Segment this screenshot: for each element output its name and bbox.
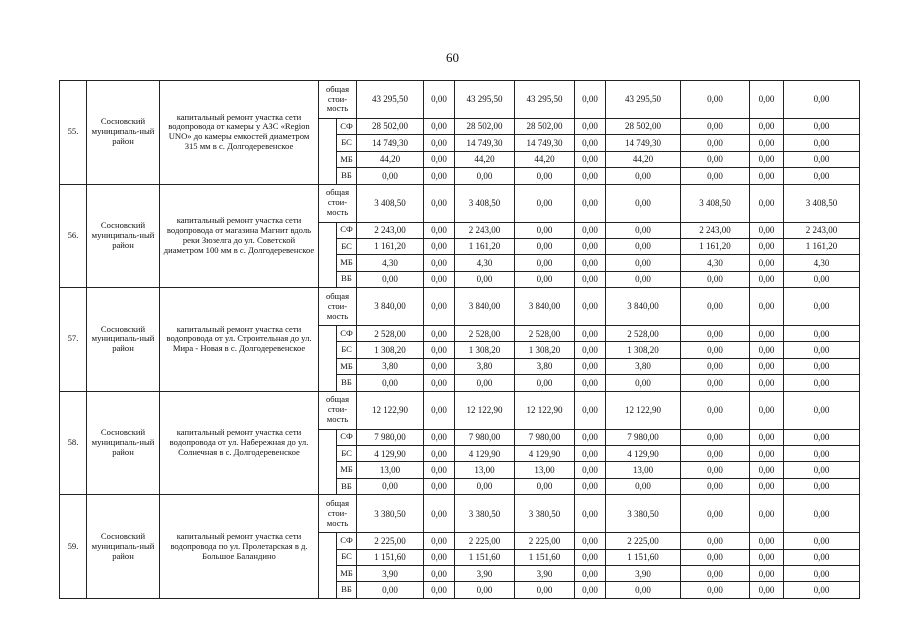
value-cell: 4,30	[357, 255, 424, 271]
value-cell: 0,00	[424, 326, 455, 342]
value-cell: 0,00	[575, 288, 606, 326]
value-cell: 13,00	[606, 462, 681, 478]
value-cell: 0,00	[357, 168, 424, 184]
value-cell: 0,00	[575, 533, 606, 549]
value-cell: 3,90	[357, 566, 424, 582]
included-label-cell	[319, 118, 337, 184]
value-cell: 0,00	[784, 533, 860, 549]
total-label: общая стои-мость	[319, 184, 357, 222]
value-cell: 0,00	[606, 271, 681, 287]
value-cell: 0,00	[515, 478, 575, 494]
value-cell: 3 408,50	[681, 184, 750, 222]
value-cell: 0,00	[575, 342, 606, 358]
value-cell: 0,00	[681, 118, 750, 134]
value-cell: 0,00	[750, 326, 784, 342]
value-cell: 3 380,50	[455, 495, 515, 533]
total-label: общая стои-мость	[319, 81, 357, 119]
value-cell: 0,00	[455, 271, 515, 287]
source-label: СФ	[337, 326, 357, 342]
source-label: МБ	[337, 255, 357, 271]
table-row	[60, 184, 860, 222]
value-cell: 0,00	[575, 462, 606, 478]
value-cell: 0,00	[750, 495, 784, 533]
value-cell: 0,00	[575, 549, 606, 565]
included-label-cell	[319, 533, 337, 599]
value-cell: 0,00	[750, 168, 784, 184]
value-cell: 0,00	[681, 168, 750, 184]
value-cell: 0,00	[784, 118, 860, 134]
value-cell: 0,00	[606, 238, 681, 254]
value-cell: 0,00	[606, 255, 681, 271]
source-label: МБ	[337, 566, 357, 582]
value-cell: 0,00	[515, 271, 575, 287]
value-cell: 28 502,00	[357, 118, 424, 134]
value-cell: 0,00	[750, 358, 784, 374]
value-cell: 0,00	[681, 326, 750, 342]
value-cell: 3 840,00	[515, 288, 575, 326]
value-cell: 44,20	[357, 151, 424, 167]
included-label-cell	[319, 429, 337, 495]
value-cell: 0,00	[750, 375, 784, 391]
value-cell: 0,00	[575, 429, 606, 445]
value-cell: 0,00	[750, 271, 784, 287]
source-label: МБ	[337, 358, 357, 374]
value-cell: 1 151,60	[515, 549, 575, 565]
value-cell: 0,00	[575, 391, 606, 429]
value-cell: 0,00	[357, 478, 424, 494]
value-cell: 0,00	[575, 478, 606, 494]
value-cell: 0,00	[681, 375, 750, 391]
value-cell: 0,00	[681, 446, 750, 462]
total-label: общая стои-мость	[319, 288, 357, 326]
value-cell: 7 980,00	[455, 429, 515, 445]
value-cell: 14 749,30	[455, 135, 515, 151]
value-cell: 4 129,90	[606, 446, 681, 462]
value-cell: 7 980,00	[606, 429, 681, 445]
value-cell: 0,00	[750, 446, 784, 462]
value-cell: 3 840,00	[455, 288, 515, 326]
value-cell: 2 243,00	[681, 222, 750, 238]
value-cell: 44,20	[455, 151, 515, 167]
source-label: БС	[337, 238, 357, 254]
value-cell: 0,00	[357, 271, 424, 287]
value-cell: 0,00	[784, 358, 860, 374]
value-cell: 0,00	[424, 429, 455, 445]
value-cell: 0,00	[515, 375, 575, 391]
value-cell: 3 408,50	[357, 184, 424, 222]
value-cell: 0,00	[784, 495, 860, 533]
value-cell: 0,00	[750, 184, 784, 222]
value-cell: 0,00	[681, 358, 750, 374]
value-cell: 1 161,20	[357, 238, 424, 254]
value-cell: 0,00	[750, 549, 784, 565]
value-cell: 0,00	[681, 566, 750, 582]
value-cell: 12 122,90	[455, 391, 515, 429]
value-cell: 4,30	[455, 255, 515, 271]
value-cell: 0,00	[750, 478, 784, 494]
value-cell: 2 528,00	[455, 326, 515, 342]
value-cell: 0,00	[784, 168, 860, 184]
value-cell: 7 980,00	[357, 429, 424, 445]
value-cell: 0,00	[424, 151, 455, 167]
value-cell: 0,00	[750, 429, 784, 445]
value-cell: 0,00	[784, 478, 860, 494]
value-cell: 43 295,50	[606, 81, 681, 119]
value-cell: 0,00	[784, 462, 860, 478]
value-cell: 0,00	[424, 549, 455, 565]
value-cell: 0,00	[750, 81, 784, 119]
value-cell: 3,80	[515, 358, 575, 374]
value-cell: 0,00	[575, 375, 606, 391]
value-cell: 0,00	[424, 566, 455, 582]
value-cell: 0,00	[681, 462, 750, 478]
value-cell: 0,00	[606, 582, 681, 599]
value-cell: 1 151,60	[357, 549, 424, 565]
value-cell: 3,80	[455, 358, 515, 374]
source-label: ВБ	[337, 375, 357, 391]
value-cell: 0,00	[357, 582, 424, 599]
value-cell: 0,00	[750, 462, 784, 478]
table-row	[60, 391, 860, 429]
value-cell: 0,00	[681, 391, 750, 429]
included-label-cell	[319, 326, 337, 392]
value-cell: 0,00	[424, 375, 455, 391]
value-cell: 0,00	[681, 151, 750, 167]
row-number: 56.	[60, 184, 87, 288]
table-body	[60, 81, 860, 599]
value-cell: 0,00	[750, 255, 784, 271]
source-label: ВБ	[337, 478, 357, 494]
value-cell: 2 243,00	[784, 222, 860, 238]
value-cell: 43 295,50	[515, 81, 575, 119]
value-cell: 3 408,50	[784, 184, 860, 222]
value-cell: 0,00	[575, 582, 606, 599]
value-cell: 0,00	[575, 566, 606, 582]
value-cell: 1 308,20	[515, 342, 575, 358]
value-cell: 0,00	[575, 255, 606, 271]
value-cell: 0,00	[455, 478, 515, 494]
row-number: 58.	[60, 391, 87, 495]
value-cell: 1 161,20	[455, 238, 515, 254]
value-cell: 14 749,30	[357, 135, 424, 151]
value-cell: 0,00	[750, 222, 784, 238]
source-label: СФ	[337, 429, 357, 445]
value-cell: 0,00	[575, 168, 606, 184]
value-cell: 0,00	[515, 582, 575, 599]
value-cell: 0,00	[455, 582, 515, 599]
value-cell: 0,00	[784, 391, 860, 429]
value-cell: 0,00	[575, 326, 606, 342]
value-cell: 0,00	[424, 358, 455, 374]
value-cell: 43 295,50	[357, 81, 424, 119]
value-cell: 0,00	[606, 222, 681, 238]
value-cell: 0,00	[575, 184, 606, 222]
value-cell: 3 380,50	[606, 495, 681, 533]
value-cell: 0,00	[784, 446, 860, 462]
value-cell: 0,00	[515, 184, 575, 222]
value-cell: 0,00	[424, 342, 455, 358]
value-cell: 43 295,50	[455, 81, 515, 119]
value-cell: 0,00	[515, 238, 575, 254]
value-cell: 1 308,20	[606, 342, 681, 358]
value-cell: 28 502,00	[515, 118, 575, 134]
value-cell: 0,00	[681, 478, 750, 494]
district-cell: Сосновский муниципаль-ный район	[87, 391, 160, 495]
value-cell: 2 528,00	[357, 326, 424, 342]
source-label: БС	[337, 446, 357, 462]
value-cell: 3 840,00	[357, 288, 424, 326]
value-cell: 0,00	[455, 168, 515, 184]
value-cell: 0,00	[606, 478, 681, 494]
description-cell: капитальный ремонт участка сети водопровода от магазина Магнит вдоль реки Зюзелга до ул. Советской диаметром 100 мм в с. Долгодеревенское	[160, 184, 319, 288]
value-cell: 2 225,00	[357, 533, 424, 549]
source-label: ВБ	[337, 271, 357, 287]
total-label: общая стои-мость	[319, 391, 357, 429]
district-cell: Сосновский муниципаль-ный район	[87, 288, 160, 392]
value-cell: 2 243,00	[357, 222, 424, 238]
value-cell: 3 840,00	[606, 288, 681, 326]
value-cell: 1 161,20	[784, 238, 860, 254]
value-cell: 1 151,60	[455, 549, 515, 565]
value-cell: 4 129,90	[455, 446, 515, 462]
value-cell: 44,20	[606, 151, 681, 167]
source-label: ВБ	[337, 168, 357, 184]
value-cell: 0,00	[575, 495, 606, 533]
value-cell: 0,00	[681, 533, 750, 549]
value-cell: 0,00	[784, 375, 860, 391]
value-cell: 0,00	[424, 81, 455, 119]
value-cell: 0,00	[424, 533, 455, 549]
value-cell: 0,00	[424, 462, 455, 478]
value-cell: 0,00	[424, 446, 455, 462]
value-cell: 0,00	[424, 168, 455, 184]
value-cell: 14 749,30	[606, 135, 681, 151]
row-number: 55.	[60, 81, 87, 185]
value-cell: 0,00	[606, 184, 681, 222]
value-cell: 0,00	[575, 151, 606, 167]
value-cell: 1 308,20	[357, 342, 424, 358]
value-cell: 2 243,00	[455, 222, 515, 238]
value-cell: 0,00	[575, 81, 606, 119]
value-cell: 0,00	[424, 478, 455, 494]
value-cell: 0,00	[424, 118, 455, 134]
value-cell: 0,00	[750, 135, 784, 151]
value-cell: 0,00	[575, 271, 606, 287]
value-cell: 12 122,90	[357, 391, 424, 429]
source-label: МБ	[337, 151, 357, 167]
value-cell: 3,80	[606, 358, 681, 374]
value-cell: 0,00	[424, 582, 455, 599]
source-label: БС	[337, 549, 357, 565]
source-label: МБ	[337, 462, 357, 478]
value-cell: 0,00	[784, 429, 860, 445]
value-cell: 0,00	[750, 288, 784, 326]
value-cell: 3 408,50	[455, 184, 515, 222]
value-cell: 0,00	[424, 271, 455, 287]
source-label: СФ	[337, 118, 357, 134]
value-cell: 0,00	[424, 238, 455, 254]
value-cell: 0,00	[575, 222, 606, 238]
value-cell: 0,00	[575, 118, 606, 134]
value-cell: 0,00	[681, 549, 750, 565]
value-cell: 1 151,60	[606, 549, 681, 565]
value-cell: 28 502,00	[606, 118, 681, 134]
value-cell: 13,00	[515, 462, 575, 478]
row-number: 59.	[60, 495, 87, 599]
total-label: общая стои-мость	[319, 495, 357, 533]
source-label: БС	[337, 342, 357, 358]
value-cell: 13,00	[357, 462, 424, 478]
value-cell: 1 308,20	[455, 342, 515, 358]
value-cell: 0,00	[424, 184, 455, 222]
table-row	[60, 81, 860, 119]
description-cell: капитальный ремонт участка сети водопровода от камеры у АЗС «Region UNO» до камеры емкостей диаметром 315 мм в с. Долгодеревенское	[160, 81, 319, 185]
value-cell: 0,00	[750, 391, 784, 429]
value-cell: 0,00	[575, 135, 606, 151]
source-label: СФ	[337, 533, 357, 549]
value-cell: 3 380,50	[357, 495, 424, 533]
value-cell: 2 225,00	[455, 533, 515, 549]
budget-table	[59, 80, 860, 599]
value-cell: 0,00	[681, 271, 750, 287]
table-row	[60, 288, 860, 326]
description-cell: капитальный ремонт участка сети водопровода от ул. Строительная до ул. Мира - Новая в с. Долгодеревенское	[160, 288, 319, 392]
value-cell: 3 380,50	[515, 495, 575, 533]
value-cell: 0,00	[575, 446, 606, 462]
value-cell: 0,00	[750, 238, 784, 254]
value-cell: 0,00	[357, 375, 424, 391]
value-cell: 0,00	[681, 81, 750, 119]
value-cell: 0,00	[750, 342, 784, 358]
value-cell: 0,00	[606, 168, 681, 184]
value-cell: 12 122,90	[515, 391, 575, 429]
value-cell: 0,00	[515, 222, 575, 238]
value-cell: 0,00	[784, 582, 860, 599]
district-cell: Сосновский муниципаль-ный район	[87, 184, 160, 288]
source-label: БС	[337, 135, 357, 151]
value-cell: 0,00	[424, 255, 455, 271]
value-cell: 0,00	[424, 288, 455, 326]
value-cell: 4 129,90	[515, 446, 575, 462]
value-cell: 0,00	[750, 533, 784, 549]
value-cell: 2 528,00	[515, 326, 575, 342]
description-cell: капитальный ремонт участка сети водопровода от ул. Набережная до ул. Солнечная в с. Долгодеревенское	[160, 391, 319, 495]
page-number: 60	[446, 50, 459, 65]
value-cell: 0,00	[424, 391, 455, 429]
value-cell: 0,00	[424, 222, 455, 238]
value-cell: 44,20	[515, 151, 575, 167]
value-cell: 0,00	[575, 238, 606, 254]
value-cell: 0,00	[784, 342, 860, 358]
value-cell: 0,00	[424, 495, 455, 533]
value-cell: 0,00	[424, 135, 455, 151]
value-cell: 4,30	[784, 255, 860, 271]
value-cell: 0,00	[681, 288, 750, 326]
value-cell: 2 528,00	[606, 326, 681, 342]
value-cell: 0,00	[750, 582, 784, 599]
value-cell: 0,00	[681, 135, 750, 151]
value-cell: 0,00	[784, 326, 860, 342]
value-cell: 7 980,00	[515, 429, 575, 445]
value-cell: 0,00	[784, 549, 860, 565]
value-cell: 0,00	[750, 118, 784, 134]
value-cell: 3,90	[606, 566, 681, 582]
value-cell: 4 129,90	[357, 446, 424, 462]
value-cell: 0,00	[750, 151, 784, 167]
description-cell: капитальный ремонт участка сети водопровода по ул. Пролетарская в д. Большое Баландино	[160, 495, 319, 599]
value-cell: 13,00	[455, 462, 515, 478]
value-cell: 0,00	[681, 495, 750, 533]
value-cell: 0,00	[681, 582, 750, 599]
value-cell: 0,00	[681, 429, 750, 445]
value-cell: 2 225,00	[515, 533, 575, 549]
value-cell: 12 122,90	[606, 391, 681, 429]
value-cell: 0,00	[784, 151, 860, 167]
value-cell: 0,00	[681, 342, 750, 358]
value-cell: 0,00	[784, 271, 860, 287]
value-cell: 0,00	[515, 255, 575, 271]
value-cell: 0,00	[784, 566, 860, 582]
value-cell: 0,00	[750, 566, 784, 582]
value-cell: 0,00	[784, 288, 860, 326]
included-label-cell	[319, 222, 337, 288]
value-cell: 28 502,00	[455, 118, 515, 134]
value-cell: 2 225,00	[606, 533, 681, 549]
value-cell: 3,90	[515, 566, 575, 582]
value-cell: 1 161,20	[681, 238, 750, 254]
source-label: СФ	[337, 222, 357, 238]
value-cell: 0,00	[575, 358, 606, 374]
table-row	[60, 495, 860, 533]
value-cell: 14 749,30	[515, 135, 575, 151]
district-cell: Сосновский муниципаль-ный район	[87, 495, 160, 599]
value-cell: 0,00	[784, 135, 860, 151]
row-number: 57.	[60, 288, 87, 392]
value-cell: 0,00	[455, 375, 515, 391]
value-cell: 3,80	[357, 358, 424, 374]
value-cell: 0,00	[515, 168, 575, 184]
value-cell: 0,00	[606, 375, 681, 391]
value-cell: 4,30	[681, 255, 750, 271]
district-cell: Сосновский муниципаль-ный район	[87, 81, 160, 185]
value-cell: 0,00	[784, 81, 860, 119]
source-label: ВБ	[337, 582, 357, 599]
value-cell: 3,90	[455, 566, 515, 582]
